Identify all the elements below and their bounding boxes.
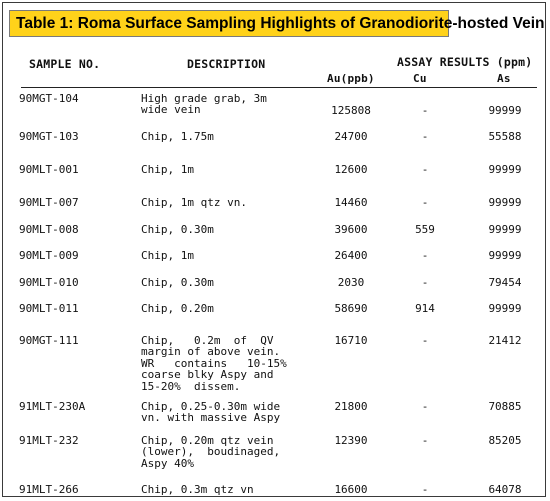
header-cu: Cu — [413, 72, 427, 85]
au-cell: 39600 — [334, 223, 368, 236]
description-line: Chip, 0.20m — [141, 302, 214, 315]
description-cell — [141, 303, 306, 314]
sample-no-cell: 90MGT-111 — [19, 334, 79, 347]
description-line: Chip, 0.3m qtz vn — [141, 483, 254, 496]
description-line: Chip, 1m — [141, 249, 194, 262]
au-cell: 14460 — [334, 196, 368, 209]
description-cell — [141, 435, 306, 469]
as-cell: 79454 — [488, 276, 522, 289]
description-cell — [141, 93, 306, 116]
header-description: DESCRIPTION — [187, 57, 266, 71]
au-cell: 12390 — [334, 434, 368, 447]
sample-no-cell: 90MLT-001 — [19, 163, 79, 176]
cu-cell: - — [421, 434, 429, 447]
description-line: Chip, 1m — [141, 163, 194, 176]
description-line: margin of above vein. — [141, 345, 281, 359]
sample-no-cell: 90MLT-008 — [19, 223, 79, 236]
header-assay-results: ASSAY RESULTS (ppm) — [397, 55, 533, 69]
au-cell: 16710 — [334, 334, 368, 347]
scanned-table — [9, 43, 543, 496]
sample-no-cell: 90MLT-010 — [19, 276, 79, 289]
header-as: As — [497, 72, 511, 85]
au-cell: 21800 — [334, 400, 368, 413]
description-cell — [141, 401, 306, 424]
cu-cell: - — [421, 130, 429, 143]
description-line: Chip, 1m qtz vn. — [141, 196, 247, 209]
as-cell: 85205 — [488, 434, 522, 447]
description-line: Chip, 0.30m — [141, 223, 214, 236]
description-cell — [141, 484, 306, 495]
description-cell — [141, 164, 306, 175]
sample-no-cell: 91MLT-266 — [19, 483, 79, 496]
sample-no-cell: 90MGT-103 — [19, 130, 79, 143]
description-line: Chip, 0.25-0.30m wide — [141, 400, 281, 413]
as-cell: 99999 — [488, 249, 522, 262]
au-cell: 2030 — [337, 276, 365, 289]
sample-no-cell: 90MGT-104 — [19, 92, 79, 105]
sample-no-cell: 91MLT-230A — [19, 400, 86, 413]
header-divider — [21, 87, 537, 88]
description-cell — [141, 131, 306, 142]
cu-cell: - — [421, 104, 429, 117]
description-cell — [141, 250, 306, 261]
sample-no-cell: 91MLT-232 — [19, 434, 79, 447]
au-cell: 16600 — [334, 483, 368, 496]
as-cell: 99999 — [488, 104, 522, 117]
description-line: vn. with massive Aspy — [141, 411, 281, 425]
description-line: Chip, 1.75m — [141, 130, 214, 143]
description-line: WR contains 10-15% — [141, 356, 287, 370]
sample-no-cell: 90MLT-011 — [19, 302, 79, 315]
description-line: (lower), boudinaged, — [141, 445, 281, 459]
au-cell: 24700 — [334, 130, 368, 143]
description-line: wide vein — [141, 103, 201, 117]
cu-cell: 914 — [415, 302, 435, 315]
as-cell: 64078 — [488, 483, 522, 496]
description-line: 15-20% dissem. — [141, 379, 241, 393]
description-line: Aspy 40% — [141, 456, 194, 470]
cu-cell: - — [421, 400, 429, 413]
description-line: Chip, 0.20m qtz vein — [141, 434, 274, 447]
figure-frame — [2, 2, 546, 497]
header-au: Au(ppb) — [327, 72, 375, 85]
cu-cell: - — [421, 249, 429, 262]
cu-cell: - — [421, 196, 429, 209]
description-line: coarse blky Aspy and — [141, 368, 274, 382]
as-cell: 70885 — [488, 400, 522, 413]
cu-cell: - — [421, 163, 429, 176]
description-line: Chip, 0.2m of QV — [141, 334, 274, 347]
cu-cell: 559 — [415, 223, 435, 236]
description-cell — [141, 277, 306, 288]
sample-no-cell: 90MLT-007 — [19, 196, 79, 209]
description-line: Chip, 0.30m — [141, 276, 214, 289]
header-sample-no: SAMPLE NO. — [29, 57, 101, 71]
table-title: Table 1: Roma Surface Sampling Highlights of Granodiorite-hosted Vein — [9, 10, 449, 37]
au-cell: 26400 — [334, 249, 368, 262]
cu-cell: - — [421, 334, 429, 347]
as-cell: 99999 — [488, 163, 522, 176]
cu-cell: - — [421, 276, 429, 289]
as-cell: 99999 — [488, 302, 522, 315]
as-cell: 99999 — [488, 196, 522, 209]
as-cell: 55588 — [488, 130, 522, 143]
description-line: High grade grab, 3m — [141, 92, 267, 105]
description-cell — [141, 197, 306, 208]
as-cell: 99999 — [488, 223, 522, 236]
au-cell: 125808 — [331, 104, 371, 117]
au-cell: 58690 — [334, 302, 368, 315]
cu-cell: - — [421, 483, 429, 496]
sample-no-cell: 90MLT-009 — [19, 249, 79, 262]
description-cell — [141, 224, 306, 235]
as-cell: 21412 — [488, 334, 522, 347]
au-cell: 12600 — [334, 163, 368, 176]
description-cell — [141, 335, 306, 392]
